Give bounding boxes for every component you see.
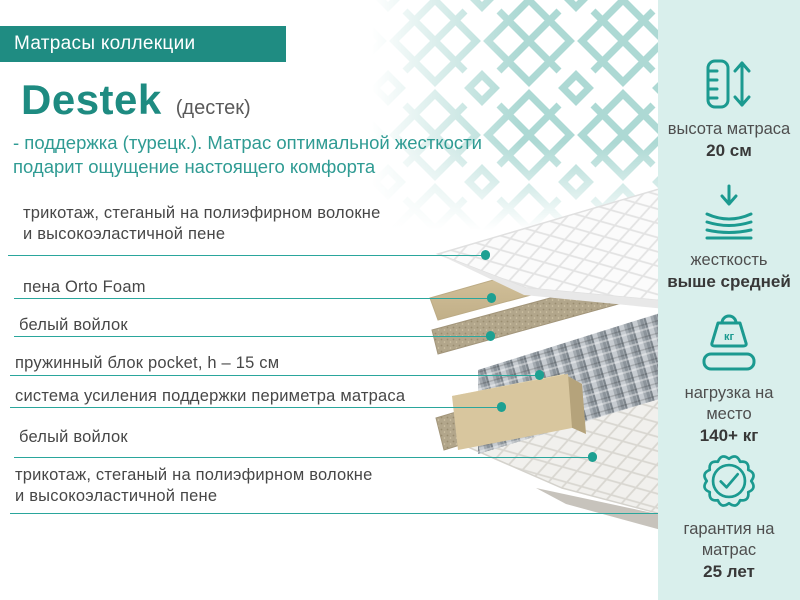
spec-label: нагрузка на место: [684, 384, 774, 423]
collection-title: Матрасы коллекции: [14, 33, 196, 54]
spec-label: жесткость: [690, 251, 768, 269]
description-line: подарит ощущение настоящего комфорта: [13, 156, 376, 178]
layer-label: [15, 386, 405, 407]
spec-value: 140+ кг: [699, 426, 759, 445]
mattress-height-icon: [702, 58, 756, 110]
layer-label: [15, 465, 385, 506]
description-line: - поддержка (турецк.). Матрас оптимальной жесткости: [13, 132, 482, 153]
layer-pointer-line: [8, 255, 486, 256]
product-name: Destek: [21, 76, 162, 123]
spec-value: 20 см: [706, 141, 752, 160]
layer-label: [15, 353, 279, 374]
load-per-place-icon: [701, 312, 757, 374]
layer-label-text: система усиления поддержки периметра матраса: [15, 387, 406, 405]
spec-warranty: [658, 452, 800, 583]
layer-label: [23, 203, 393, 244]
layer-pointer-line: [14, 336, 491, 337]
layer-pointer-line: [10, 513, 658, 514]
layer-pointer-line: [10, 375, 540, 376]
mattress-layer-top-quilted: [438, 184, 658, 302]
mattress-layers-illustration: [386, 182, 658, 544]
product-description: [13, 131, 482, 180]
layer-pointer-line: [10, 407, 502, 408]
spec-label: высота матраса: [667, 120, 791, 138]
layer-label: [23, 277, 146, 298]
layer-pointer-line: [14, 457, 593, 458]
layer-label-text: белый войлок: [19, 428, 128, 446]
layer-label-text: пена Orto Foam: [23, 278, 146, 296]
layer-pointer-line: [14, 298, 492, 299]
spec-height: [658, 58, 800, 162]
layer-label-text: трикотаж, стеганый на полиэфирном волокне и высокоэластичной пене: [15, 466, 373, 505]
spec-label: гарантия на матрас: [683, 520, 775, 559]
layer-label-text: пружинный блок pocket, h – 15 см: [15, 354, 280, 372]
spec-value: 25 лет: [703, 562, 755, 581]
layer-label: [19, 315, 128, 336]
weight-unit-label: кг: [723, 331, 735, 343]
product-transliteration: (дестек): [175, 97, 251, 119]
layer-label-text: белый войлок: [19, 316, 128, 334]
collection-header-band: [0, 26, 286, 62]
spec-load: [658, 312, 800, 447]
spec-firmness: [658, 184, 800, 293]
layer-label-text: трикотаж, стеганый на полиэфирном волокне и высокоэластичной пене: [23, 204, 381, 243]
product-title: [21, 76, 251, 124]
layer-label: [19, 427, 128, 448]
spec-value: выше средней: [667, 272, 791, 291]
firmness-icon: [703, 184, 755, 241]
warranty-icon: [700, 452, 758, 510]
specs-sidebar: [658, 0, 800, 600]
